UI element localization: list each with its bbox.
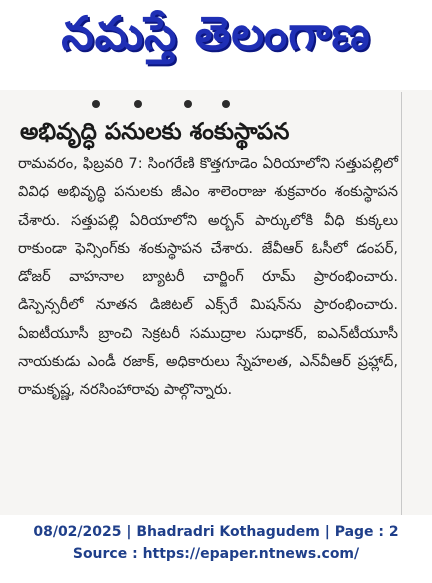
article-body: రామవరం, ఫిబ్రవరి 7: సింగరేణి కొత్తగూడెం ఏరియాలోని సత్తుపల్లిలో వివిధ అభివృద్ధి పనులకు జీఎం శాలెంరాజు శుక్రవారం శంకుస్థాపన చేశారు. సత్తుపల్లి ఏరియాలోని అర్బన్ పార్కులోకి వీధి కుక్కలు రాకుండా ఫెన్సింగ్‌కు శంకుస్థాపన చేశారు. జేవీఆర్ ఓసీలో డంపర్, డోజర్ వాహనాల బ్యాటరీ చార్జింగ్ రూమ్ ప్రారంభించారు. డిస్పెన్సరీలో నూతన డిజిటల్ ఎక్స్‌రే మిషన్‌ను ప్రారంభించారు. ఏఐటీయూసీ బ్రాంచి సెక్రటరీ సముద్రాల సుధాకర్, ఐఎన్‌టీయూసీ నాయకుడు ఎండీ రజాక్, అధికారులు స్నేహలత, ఎన్‌వీఆర్ ప్రహ్లాద్, రామకృష్ణ, నరసింహారావు పాల్గొన్నారు.: [18, 155, 398, 399]
footer-date-edition: 08/02/2025 | Bhadradri Kothagudem | Page : 2: [33, 524, 399, 540]
next-article-headline-fragment: [48, 494, 348, 515]
bullet-mark: [92, 100, 100, 108]
footer-source: Source : https://epaper.ntnews.com/: [72, 546, 360, 562]
newspaper-clipping: [0, 90, 432, 515]
article-column: [16, 92, 402, 515]
bullet-mark: [222, 100, 230, 108]
article-headline: అభివృద్ధి పనులకు శంకుస్థాపన: [20, 119, 290, 145]
bullet-mark: [184, 100, 192, 108]
bullet-mark: [134, 100, 142, 108]
footer: [0, 520, 432, 583]
masthead: [0, 0, 432, 82]
newspaper-logo: నమస్తే తెలంగాణ: [61, 6, 371, 60]
adjacent-column-fragment: [404, 92, 432, 515]
